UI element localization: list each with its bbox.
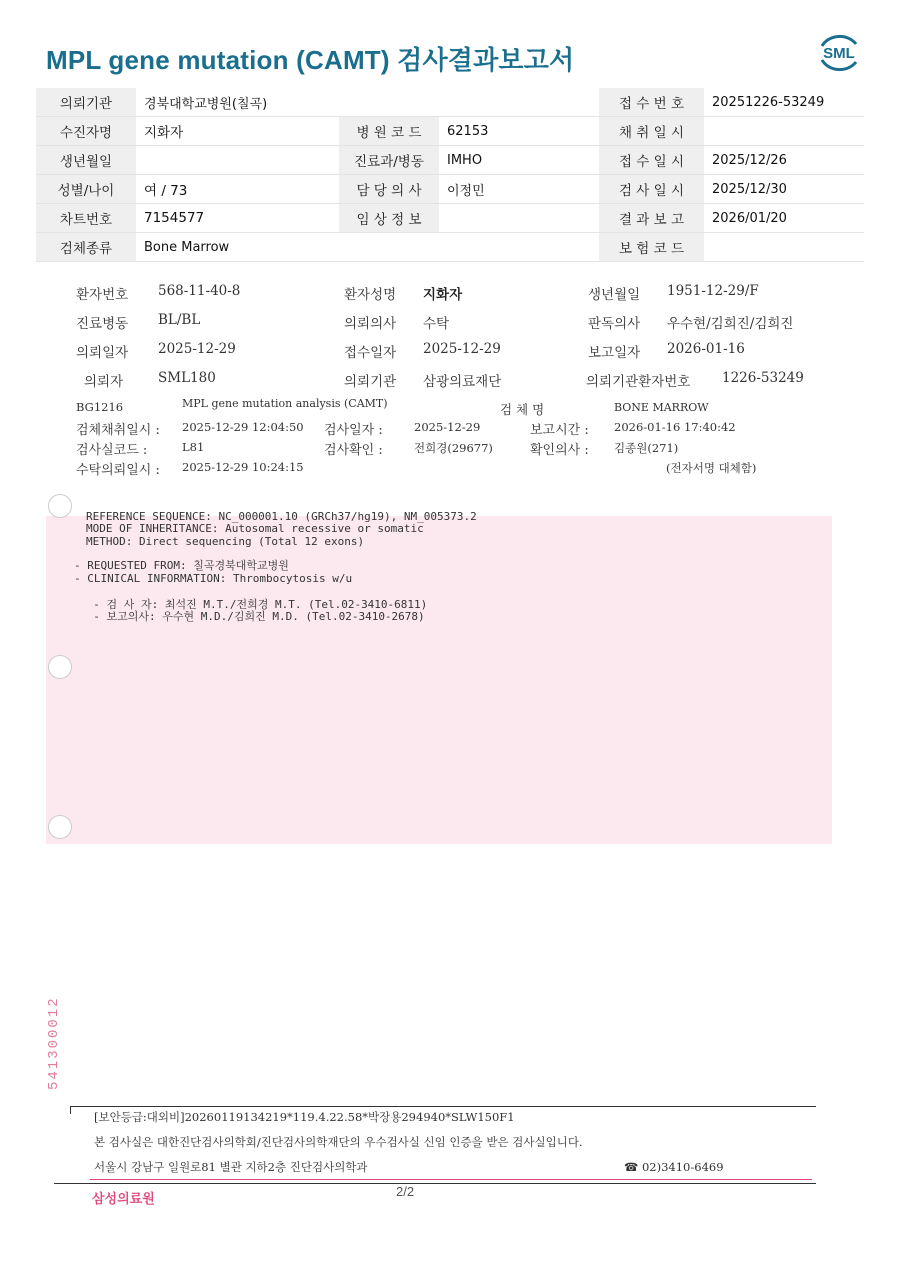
punch-hole: [48, 494, 72, 518]
electronic-signature-note: (전자서명 대체함): [666, 461, 757, 475]
side-serial-number: 541300012: [46, 996, 62, 1090]
info-label: 보고일자: [588, 345, 641, 361]
mode-of-inheritance: MODE OF INHERITANCE: Autosomal recessive or somatic: [86, 522, 424, 535]
header-label: 생년월일: [36, 146, 136, 175]
header-row: [36, 88, 864, 117]
requested-from: - REQUESTED FROM: 칠곡경북대학교병원: [74, 559, 289, 572]
security-line: [보안등급:대외비]20260119134219*119.4.22.58*박장용294940*SLW150F1: [94, 1110, 515, 1124]
test-label: 수탁의뢰일시 :: [76, 463, 160, 478]
specimen-type: Bone Marrow: [136, 233, 599, 262]
header-label: 검체종류: [36, 233, 136, 262]
header-label: 접 수 번 호: [599, 88, 704, 117]
info-value: 568-11-40-8: [158, 283, 241, 299]
report-title: MPL gene mutation (CAMT) 검사결과보고서: [46, 45, 575, 75]
info-label: 의뢰일자: [76, 345, 129, 361]
info-label: 의뢰기관: [344, 374, 397, 390]
page-number: 2/2: [396, 1184, 415, 1199]
test-label: 확인의사 :: [530, 443, 589, 458]
footer-divider: [70, 1106, 816, 1107]
punch-hole: [48, 815, 72, 839]
department: IMHO: [439, 146, 599, 175]
test-label: 검사확인 :: [324, 443, 383, 458]
info-label: 환자번호: [76, 287, 129, 303]
test-date: 2025/12/30: [704, 175, 864, 204]
header-label: 접 수 일 시: [599, 146, 704, 175]
header-label: 보 험 코 드: [599, 233, 704, 262]
info-value: 2026-01-16: [667, 341, 745, 357]
receipt-date: 2025/12/26: [704, 146, 864, 175]
test-value: 2025-12-29 10:24:15: [182, 460, 304, 474]
info-value: [423, 283, 462, 303]
header-label: 병 원 코 드: [339, 117, 439, 146]
footer-divider-tick: [70, 1106, 71, 1114]
info-value: BL/BL: [158, 312, 201, 328]
header-label: 담 당 의 사: [339, 175, 439, 204]
patient-name-bold: 지화자: [423, 287, 463, 303]
info-label: 환자성명: [344, 287, 397, 303]
info-value: 1226-53249: [722, 370, 804, 386]
receipt-number: 20251226-53249: [704, 88, 864, 117]
header-table: [36, 88, 864, 262]
info-label: 판독의사: [588, 316, 641, 332]
header-row: [36, 204, 864, 233]
attending-doctor: 이정민: [439, 175, 599, 204]
specimen-name: BONE MARROW: [614, 401, 709, 414]
logo-text: SML: [823, 45, 855, 62]
sex-age: 여 / 73: [136, 175, 339, 204]
info-value: 우수현/김희진/김희진: [667, 316, 794, 332]
collection-date: [704, 117, 864, 146]
birth-date: [136, 146, 339, 175]
footer-bottom-line: [54, 1183, 816, 1184]
test-label: 검체채취일시 :: [76, 423, 160, 438]
method: METHOD: Direct sequencing (Total 12 exons): [86, 535, 365, 548]
test-value: 2025-12-29: [414, 420, 481, 434]
sml-logo: [814, 30, 864, 76]
header-label: 의뢰기관: [36, 88, 136, 117]
insurance-code: [704, 233, 864, 262]
hospital-code: 62153: [439, 117, 599, 146]
specimen-label: 검 체 명: [500, 402, 545, 417]
header-label: 진료과/병동: [339, 146, 439, 175]
test-value: 2026-01-16 17:40:42: [614, 420, 736, 434]
info-value: 삼광의료재단: [423, 374, 502, 390]
test-label: 보고시간 :: [530, 423, 589, 438]
header-row: [36, 175, 864, 204]
header-label: 성별/나이: [36, 175, 136, 204]
hospital-logo-text: 삼성의료원: [92, 1191, 155, 1206]
test-value: 전희경(29677): [414, 441, 493, 455]
info-value: 2025-12-29: [158, 341, 236, 357]
info-label: 의뢰의사: [344, 316, 397, 332]
tester: - 검 사 자: 최석진 M.T./전희경 M.T. (Tel.02-3410-6811): [80, 598, 428, 611]
reference-sequence: REFERENCE SEQUENCE: NC_000001.10 (GRCh37/hg19), NM_005373.2: [86, 510, 477, 523]
phone-number: ☎ 02)3410-6469: [624, 1160, 724, 1174]
clinical-info: [439, 204, 599, 233]
header-label: 채 취 일 시: [599, 117, 704, 146]
info-value: 2025-12-29: [423, 341, 501, 357]
info-label: 의뢰기관환자번호: [586, 374, 691, 390]
header-label: 임 상 정 보: [339, 204, 439, 233]
header-row: [36, 233, 864, 262]
header-row: [36, 117, 864, 146]
info-label: 접수일자: [344, 345, 397, 361]
info-value: 수탁: [423, 316, 450, 332]
info-value: SML180: [158, 370, 216, 386]
header-label: 결 과 보 고: [599, 204, 704, 233]
test-value: L81: [182, 440, 205, 454]
reporting-doctor: - 보고의사: 우수현 M.D./김희진 M.D. (Tel.02-3410-2678): [80, 610, 425, 623]
info-label: 생년월일: [588, 287, 641, 303]
clinical-information: - CLINICAL INFORMATION: Thrombocytosis w/u: [74, 572, 353, 585]
test-value: 2025-12-29 12:04:50: [182, 420, 304, 434]
test-value: 김종원(271): [614, 441, 679, 455]
punch-hole: [48, 655, 72, 679]
requesting-institution: 경북대학교병원(칠곡): [136, 88, 599, 117]
test-name: MPL gene mutation analysis (CAMT): [182, 397, 388, 410]
footer-pink-line: [90, 1179, 812, 1180]
header-label: 검 사 일 시: [599, 175, 704, 204]
info-label: 진료병동: [76, 316, 129, 332]
chart-number: 7154577: [136, 204, 339, 233]
test-code: BG1216: [76, 400, 124, 414]
test-label: 검사일자 :: [324, 423, 383, 438]
header-row: [36, 146, 864, 175]
info-label: 의뢰자: [84, 374, 124, 390]
test-label: 검사실코드 :: [76, 443, 148, 458]
header-label: 차트번호: [36, 204, 136, 233]
patient-name: 지화자: [136, 117, 339, 146]
address-line: 서울시 강남구 일원로81 별관 지하2층 진단검사의학과: [94, 1160, 368, 1174]
header-label: 수진자명: [36, 117, 136, 146]
info-value: 1951-12-29/F: [667, 283, 759, 299]
result-report-date: 2026/01/20: [704, 204, 864, 233]
certification-line: 본 검사실은 대한진단검사의학회/진단검사의학재단의 우수검사실 신임 인증을 받은 검사실입니다.: [94, 1135, 583, 1149]
